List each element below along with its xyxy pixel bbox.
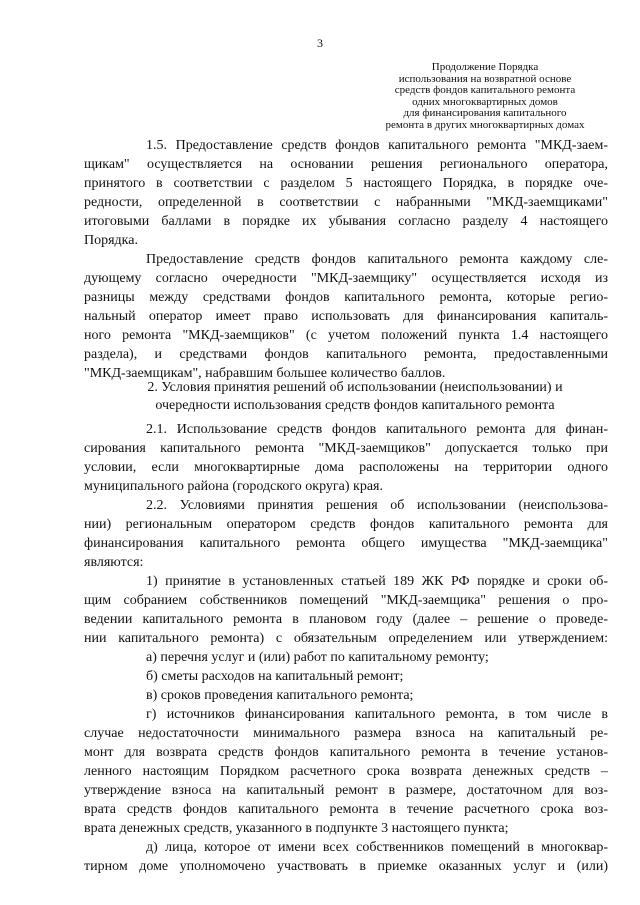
item-1-line: нии капитального ремонта) с обязательным определением или утверждением: [84, 631, 608, 646]
section-2-heading: 2. Условия принятия решений об использовании (неиспользовании) и [147, 380, 563, 395]
item-1-line: щим собранием собственников помещений "МКД-заемщика" решения о про- [84, 593, 608, 608]
header-line: использования на возвратной основе [398, 72, 572, 85]
header-line: для финансирования капитального [403, 107, 567, 119]
paragraph-1-5-b-line: дующему согласно очередности "МКД-заемщику" осуществляется исходя из [84, 271, 608, 286]
paragraph-1-5-b-line: раздела), и средствами фондов капитального ремонта, предоставленными [84, 347, 608, 362]
paragraph-1-5-line: 1.5. Предоставление средств фондов капитального ремонта "МКД-заем- [146, 138, 608, 153]
item-b-line: б) сметы расходов на капитальный ремонт; [146, 669, 404, 684]
paragraph-2-1-line: условии, если многоквартирные дома расположены на территории одного [84, 460, 608, 475]
paragraph-1-5-b-line: Предоставление средств фондов капитального ремонта каждому сле- [146, 252, 608, 267]
header-line: одних многоквартирных домов [412, 95, 558, 108]
item-1-line: ведении капитального ремонта в плановом году (далее – решение о проведе- [84, 612, 608, 627]
paragraph-1-5-line: принятого в соответствии с разделом 5 настоящего Порядка, в порядке оче- [84, 176, 608, 191]
paragraph-1-5-b-line: ного ремонта "МКД-заемщиков" (с учетом положений пункта 1.4 настоящего [84, 328, 608, 343]
paragraph-1-5-line: итоговыми баллами в порядке их убывания согласно разделу 4 настоящего [84, 214, 608, 229]
item-g-line: г) источников финансирования капитального ремонта, в том числе в [146, 707, 608, 722]
item-g-line: утверждение взноса на капитальный ремонт в размере, достаточном для воз- [84, 783, 608, 798]
paragraph-2-2-line: финансирования капитального ремонта общего имущества "МКД-заемщика" [84, 536, 608, 551]
paragraph-1-5-line: Порядка. [84, 233, 138, 248]
paragraph-2-1-line: муниципального района (городского округа) края. [84, 479, 383, 494]
item-g-line: монт для возврата средств фондов капитального ремонта в течение установ- [84, 745, 608, 760]
item-g-line: ленного настоящим Порядком расчетного срока возврата денежных средств – [84, 764, 608, 779]
header-line: ремонта в других многоквартирных домах [385, 118, 585, 131]
document-header [360, 62, 610, 131]
header-line: средств фондов капитального ремонта [394, 84, 576, 96]
item-d-line: д) лица, которое от имени всех собственников помещений в многоквар- [146, 840, 608, 855]
item-a-line: а) перечня услуг и (или) работ по капитальному ремонту; [146, 650, 489, 665]
item-v-line: в) сроков проведения капитального ремонта; [146, 688, 414, 703]
paragraph-1-5-line: редности, определенной в соответствии с набранными "МКД-заемщиками" [84, 195, 608, 210]
item-g-line: врата средств фондов капитального ремонта в течение расчетного срока воз- [84, 802, 608, 817]
paragraph-2-2-line: нии) региональным оператором средств фондов капитального ремонта для [84, 517, 608, 532]
item-1-line: 1) принятие в установленных статьей 189 ЖК РФ порядке и сроки об- [146, 574, 608, 589]
page-number: 3 [317, 36, 323, 50]
item-g-line: врата денежных средств, указанного в подпункте 3 настоящего пункта; [84, 821, 509, 836]
paragraph-1-5-b-line: "МКД-заемщикам", набравшим большее количество баллов. [84, 366, 446, 381]
paragraph-1-5-line: щикам" осуществляется на основании решения регионального оператора, [84, 157, 608, 172]
section-2-heading: очередности использования средств фондов капитального ремонта [155, 398, 555, 413]
header-line: Продолжение Порядка [431, 61, 539, 73]
paragraph-2-1-line: 2.1. Использование средств фондов капитального ремонта для финан- [146, 422, 608, 437]
paragraph-1-5-b-line: нальный оператор имеет право использовать для финансирования капиталь- [84, 309, 608, 324]
paragraph-1-5-b-line: разницы между средствами фондов капитального ремонта, которые регио- [84, 290, 608, 305]
paragraph-2-2-line: 2.2. Условиями принятия решения об использовании (неиспользова- [146, 498, 608, 513]
item-g-line: случае недостаточности минимального размера взноса на капитальный ре- [84, 726, 608, 741]
paragraph-2-2-line: являются: [84, 555, 144, 570]
item-d-line: тирном доме уполномочено участвовать в приемке оказанных услуг и (или) [84, 859, 608, 874]
paragraph-2-1-line: сирования капитального ремонта "МКД-заемщиков" допускается только при [84, 441, 608, 456]
